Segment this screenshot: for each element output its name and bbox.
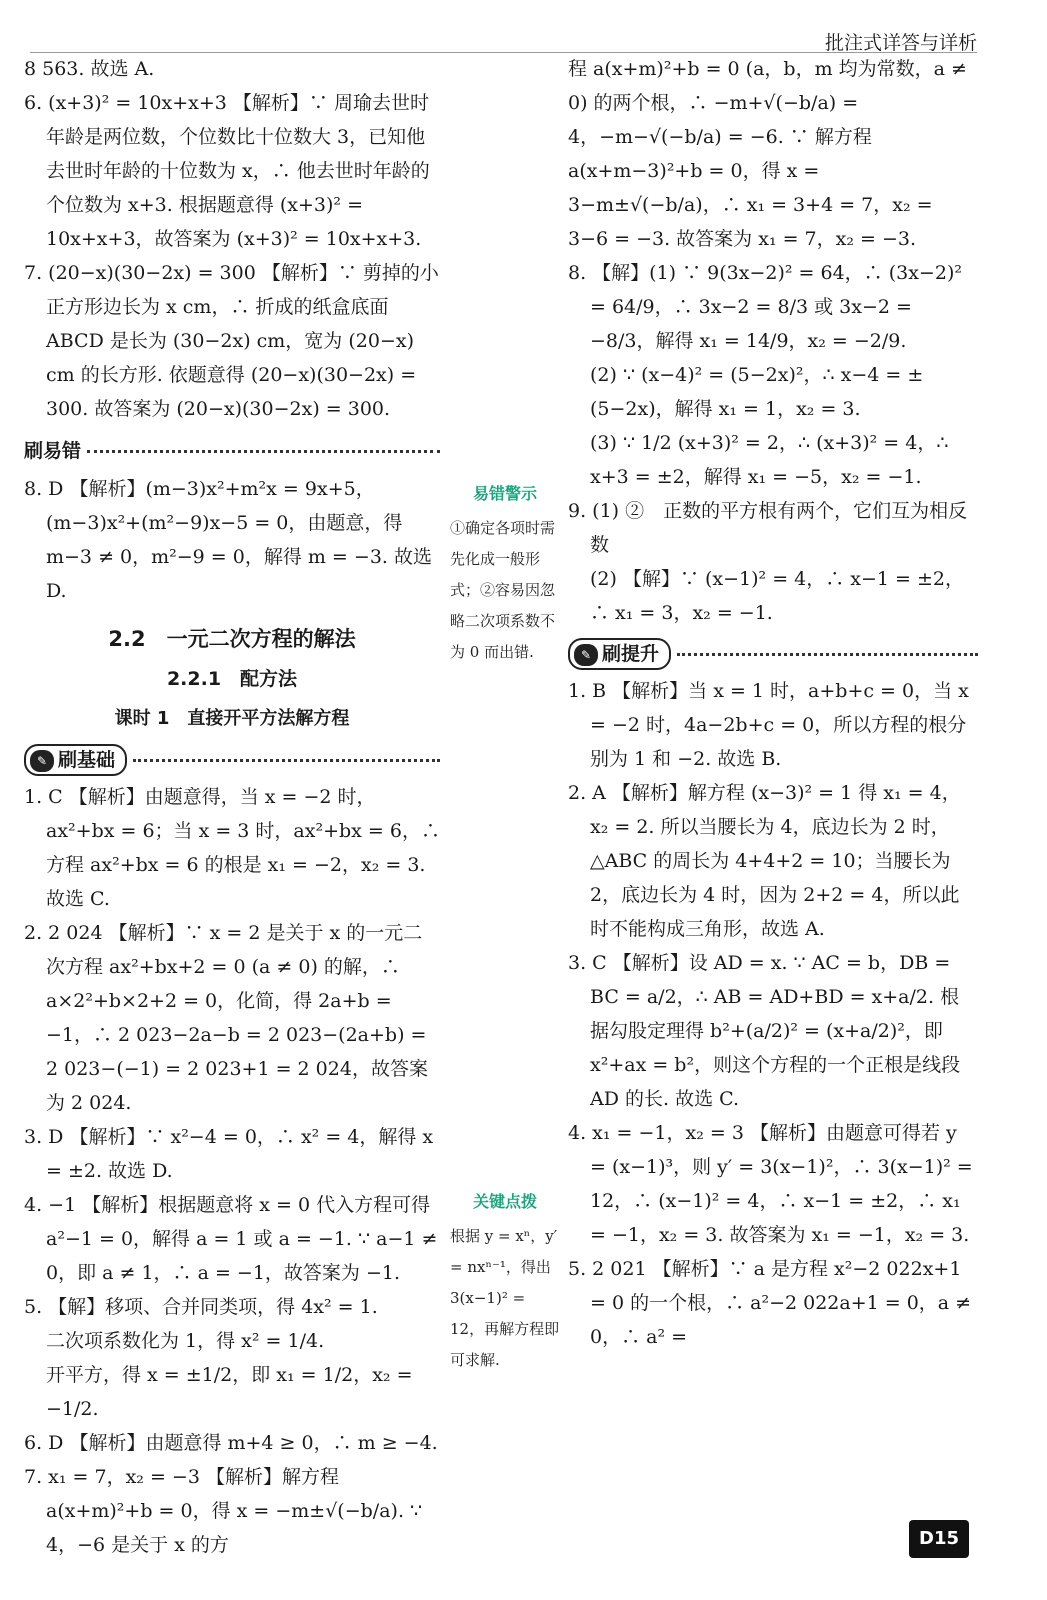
margin-note-text: ①确定各项时需先化成一般形式；②容易因忽略二次项系数不为 0 而出错. [450,519,556,661]
answer-item: 8. D 【解析】(m−3)x²+m²x = 9x+5，(m−3)x²+(m²−9)x−5 = 0，由题意，得 m−3 ≠ 0，m²−9 = 0，解得 m = −3. 故选 D. [24,478,432,602]
text-line: 二次项系数化为 1，得 x² = 1/4. [46,1330,325,1352]
answer-item: 1. B 【解析】当 x = 1 时，a+b+c = 0，当 x = −2 时，4a−2b+c = 0，所以方程的根分别为 1 和 −2. 故选 B. [568,680,969,770]
right-column [568,52,978,1354]
answer-item: 3. D 【解析】∵ x²−4 = 0，∴ x² = 4，解得 x = ±2. 故选 D. [24,1126,434,1182]
answer-item: 8. 【解】(1) ∵ 9(3x−2)² = 64，∴ (3x−2)² = 64/9，∴ 3x−2 = 8/3 或 3x−2 = −8/3，解得 x₁ = 14/9，x₂ = −2/9. [568,262,962,352]
answer-item: 6. (x+3)² = 10x+x+3 【解析】∵ 周瑜去世时年龄是两位数，个位数比十位数大 3，已知他去世时年龄的十位数为 x，∴ 他去世时年龄的个位数为 x+3. 根据题意得 (x+3)² = 10x+x+3，故答案为 (x+3)² = 10x+x+3. [24,92,430,250]
text-line: 8 563. 故选 A. [24,58,155,80]
left-column [24,52,440,1562]
margin-note-title: 关键点拨 [472,1192,537,1211]
section-band-up [568,638,978,670]
margin-note-text: 根据 y = xⁿ，y′ = nxⁿ⁻¹，得出 3(x−1)² = 12，再解方程即可求解. [450,1227,560,1369]
lesson-title: 课时 1 直接开平方法解方程 [114,708,350,729]
up-badge: ✎ 刷提升 [568,638,671,670]
answer-item: 4. x₁ = −1，x₂ = 3 【解析】由题意可得若 y = (x−1)³，则 y′ = 3(x−1)²，∴ 3(x−1)² = 12，∴ (x−1)² = 4，∴ x−1 = ±2，∴ x₁ = −1，x₂ = 3. 故答案为 x₁ = −1，x₂ = 3. [568,1122,973,1246]
page-number: D15 [909,1520,969,1558]
answer-item: 5. 2 021 【解析】∵ a 是方程 x²−2 022x+1 = 0 的一个根，∴ a²−2 022a+1 = 0，a ≠ 0，∴ a² = [568,1258,972,1348]
section-band-basic [24,744,440,776]
margin-note-key [450,1186,560,1376]
answer-item: 7. (20−x)(30−2x) = 300 【解析】∵ 剪掉的小正方形边长为 x cm，∴ 折成的纸盒底面 ABCD 是长为 (30−2x) cm，宽为 (20−x) cm 的长方形. 依题意得 (20−x)(30−2x) = 300. 故答案为 (20−x)(30−2x) = 300. [24,262,439,420]
margin-note-error [450,478,560,668]
answer-item: 2. A 【解析】解方程 (x−3)² = 1 得 x₁ = 4，x₂ = 2. 所以当腰长为 4，底边长为 2 时，△ABC 的周长为 4+4+2 = 10；当腰长为 2，底边长为 4 时，因为 2+2 = 4，所以此时不能构成三角形，故选 A. [568,782,961,940]
book-icon: ✎ [574,644,598,666]
answer-item: 7. x₁ = 7，x₂ = −3 【解析】解方程 a(x+m)²+b = 0，得 x = −m±√(−b/a). ∵ 4，−6 是关于 x 的方 [24,1466,423,1556]
subsection-title: 2.2.1 配方法 [166,668,298,690]
answer-item: 5. 【解】移项、合并同类项，得 4x² = 1. [24,1296,378,1318]
answer-item: 4. −1 【解析】根据题意将 x = 0 代入方程可得 a²−1 = 0，解得 a = 1 或 a = −1. ∵ a−1 ≠ 0，即 a ≠ 1，∴ a = −1，故答案为 −1. [24,1194,438,1284]
section-title: 2.2 一元二次方程的解法 [108,627,356,651]
text-line: (3) ∵ 1/2 (x+3)² = 2，∴ (x+3)² = 4，∴ x+3 = ±2，解得 x₁ = −5，x₂ = −1. [590,432,949,488]
margin-note-title: 易错警示 [472,484,537,503]
text-line: 程 a(x+m)²+b = 0 (a，b，m 均为常数，a ≠ 0) 的两个根，∴ −m+√(−b/a) = 4，−m−√(−b/a) = −6. ∵ 解方程 a(x+m−3)²+b = 0，得 x = 3−m±√(−b/a)，∴ x₁ = 3+4 = 7，x₂ = 3−6 = −3. 故答案为 x₁ = 7，x₂ = −3. [568,58,967,250]
answer-item: 2. 2 024 【解析】∵ x = 2 是关于 x 的一元二次方程 ax²+bx+2 = 0 (a ≠ 0) 的解，∴ a×2²+b×2+2 = 0，化简，得 2a+b = −1，∴ 2 023−2a−b = 2 023−(2a+b) = 2 023−(−1) = 2 023+1 = 2 024，故答案为 2 024. [24,922,428,1114]
answer-item: 1. C 【解析】由题意得，当 x = −2 时，ax²+bx = 6；当 x = 3 时，ax²+bx = 6，∴ 方程 ax²+bx = 6 的根是 x₁ = −2，x₂ = 3. 故选 C. [24,786,440,910]
answer-item: 3. C 【解析】设 AD = x. ∵ AC = b，DB = BC = a/2，∴ AB = AD+BD = x+a/2. 根据勾股定理得 b²+(a/2)² = (x+a/2)²，即 x²+ax = b²，则这个方程的一个正根是线段 AD 的长. 故选 C. [568,952,961,1110]
page-header: 批注式详答与详析 [824,32,977,54]
answer-item: 9. (1) ② 正数的平方根有两个，它们互为相反数 [568,500,968,556]
text-line: (2) ∵ (x−4)² = (5−2x)²，∴ x−4 = ±(5−2x)，解得 x₁ = 1，x₂ = 3. [590,364,924,420]
text-line: 开平方，得 x = ±1/2，即 x₁ = 1/2，x₂ = −1/2. [46,1364,413,1420]
basic-badge: ✎ 刷基础 [24,744,127,776]
section-band-easy: 刷易错 [24,434,440,468]
book-icon: ✎ [30,750,54,772]
text-line: (2) 【解】∵ (x−1)² = 4，∴ x−1 = ±2，∴ x₁ = 3，x₂ = −1. [590,568,965,624]
answer-item: 6. D 【解析】由题意得 m+4 ≥ 0，∴ m ≥ −4. [24,1432,438,1454]
